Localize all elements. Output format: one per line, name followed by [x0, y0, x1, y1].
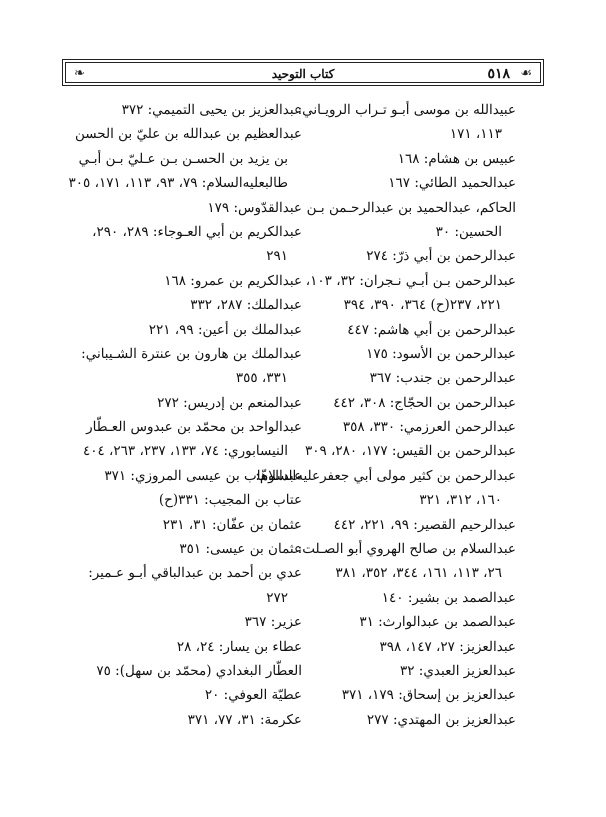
index-entry-line: ١٦٠، ٣١٢، ٣٢١ [419, 492, 502, 509]
page-number: ٥١٨ [487, 66, 510, 82]
index-entry-line: ٢٢١، ٢٣٧(ح) ٣٦٤، ٣٩٠، ٣٩٤ [343, 297, 502, 314]
index-entry-line: بن يزيد بن الحسـن بـن عـليّ بـن أبـي [78, 150, 288, 167]
index-entry-line: عبدالقدّوس: ١٧٩ [207, 199, 302, 216]
index-entry-line: الحاكم، عبدالحميد بن عبدالرحـمن بـن [306, 199, 516, 216]
index-entry-line: عبدالرحمن بن أبي هاشم: ٤٤٧ [347, 321, 516, 338]
index-entry-line: عبدالملك: ٢٨٧، ٣٣٢ [190, 297, 302, 314]
index-entry-line: عدي بن أحمد بن عبدالباقي أبـو عـمير: [88, 565, 302, 582]
index-entry-line: ٢٩١ [266, 248, 288, 265]
index-entry-line: ٢٧٢ [266, 589, 288, 606]
index-entry-line: عبدالصمد بن عبدالوارث: ٣١ [359, 614, 516, 631]
index-entry-line: عطاء بن يسار: ٢٤، ٢٨ [176, 638, 302, 655]
index-entry-line: ١١٣، ١٧١ [449, 126, 502, 143]
index-entry-line: عبدالرحمن بن أبي ذرّ: ٢٧٤ [366, 248, 516, 265]
index-entry-line: عبدالعزيز بن إسحاق: ١٧٩، ٣٧١ [341, 687, 516, 704]
index-entry-line: الحسين: ٣٠ [435, 223, 502, 240]
index-entry-line: عبدالرحمن بـن أبـي نـجران: ٣٢، ١٠٣، [305, 272, 516, 289]
index-entry-line: العطّار البغدادي (محمّد بن سهل): ٧٥ [96, 662, 302, 679]
index-entry-line: عبيدالله بن موسى أبـو تـراب الرويـاني: [297, 102, 516, 118]
book-title: كتاب التوحيد [271, 67, 335, 81]
index-entry-line: عبدالعظيم بن عبدالله بن عليّ بن الحسن [74, 126, 302, 143]
index-entry-line: عبدالرحمن العرزمي: ٣٣٠، ٣٥٨ [342, 419, 516, 436]
index-entry-line: عبدالعزيز العبدي: ٣٢ [400, 662, 516, 679]
index-entry-line: عبدالرحمن بن الحجّاج: ٣٠٨، ٤٤٢ [333, 394, 516, 411]
index-entry-line: ٢٦، ١١٣، ١٦١، ٣٤٤، ٣٥٢، ٣٨١ [335, 565, 502, 582]
index-entry-line: عبدالرحمن بن الأسود: ١٧٥ [366, 345, 516, 362]
ornament-left-icon: ❧ [74, 66, 85, 81]
index-entry-line: عثمان بن عيسى: ٣٥١ [179, 541, 302, 558]
index-entry-line: عبيس بن هشام: ١٦٨ [397, 150, 516, 167]
index-entry-line: عبدالكريم بن عمرو: ١٦٨ [164, 272, 302, 289]
header-inner-frame [65, 62, 541, 83]
index-entry-line: عبدالرحيم القصير: ٩٩، ٢٢١، ٤٤٢ [333, 516, 516, 533]
index-entry-line: عكرمة: ٣١، ٧٧، ٣٧١ [187, 711, 302, 728]
ornament-right-icon: ☙ [520, 66, 532, 81]
index-entry-line: عثمان بن عفّان: ٣١، ٢٣١ [162, 516, 302, 533]
index-entry-line: عبدالسلام بن صالح الهروي أبو الصـلت: [297, 541, 516, 558]
index-entry-line: عتاب بن المجيب: ٣٣١(ح) [158, 492, 302, 509]
index-entry-line: عبدالعزيز: ٢٧، ١٤٧، ٣٩٨ [379, 638, 516, 655]
index-entry-line: عبدالوهّاب بن عيسى المروزي: ٣٧١ [104, 467, 302, 484]
index-entry-line: عبدالعزيز بن المهتدي: ٢٧٧ [366, 711, 516, 728]
index-entry-line: عبدالصمد بن بشير: ١٤٠ [381, 589, 516, 606]
index-entry-line: عطيّة العوفي: ٢٠ [204, 687, 302, 704]
index-entry-line: عزير: ٣٦٧ [244, 614, 302, 631]
index-entry-line: عبدالرحمن بن جندب: ٣٦٧ [369, 370, 516, 387]
index-entry-line: عبدالرحمن بن القيس: ١٧٧، ٢٨٠، ٣٠٩ [305, 443, 516, 460]
index-entry-line: النيسابوري: ٧٤، ١٣٣، ٢٣٧، ٢٦٣، ٤٠٤ [82, 443, 288, 460]
index-entry-line: عبدالحميد الطائي: ١٦٧ [388, 175, 516, 192]
index-entry-line: عبدالرحمن بن كثير مولى أبي جعفرعليه‌السلام: [255, 467, 516, 484]
index-column-left [68, 98, 302, 732]
index-entry-line: عبدالواحد بن محمّد بن عبدوس العـطّار [86, 419, 302, 436]
page-header [62, 59, 544, 86]
index-entry-line: عبدالعزيز بن يحيى التميمي: ٣٧٢ [121, 102, 302, 118]
index-entry-line: طالبعليه‌السلام: ٧٩، ٩٣، ١١٣، ١٧١، ٣٠٥ [68, 175, 288, 192]
index-entry-line: عبدالمنعم بن إدريس: ٢٧٢ [157, 394, 302, 411]
index-entry-line: عبدالكريم بن أبي العـوجاء: ٢٨٩، ٢٩٠، [92, 223, 302, 240]
index-entry-line: ٣٣١، ٣٥٥ [235, 370, 288, 387]
index-entry-line: عبدالملك بن هارون بن عنترة الشـيباني: [81, 345, 302, 362]
index-entry-line: عبدالملك بن أعين: ٩٩، ٢٢١ [148, 321, 302, 338]
